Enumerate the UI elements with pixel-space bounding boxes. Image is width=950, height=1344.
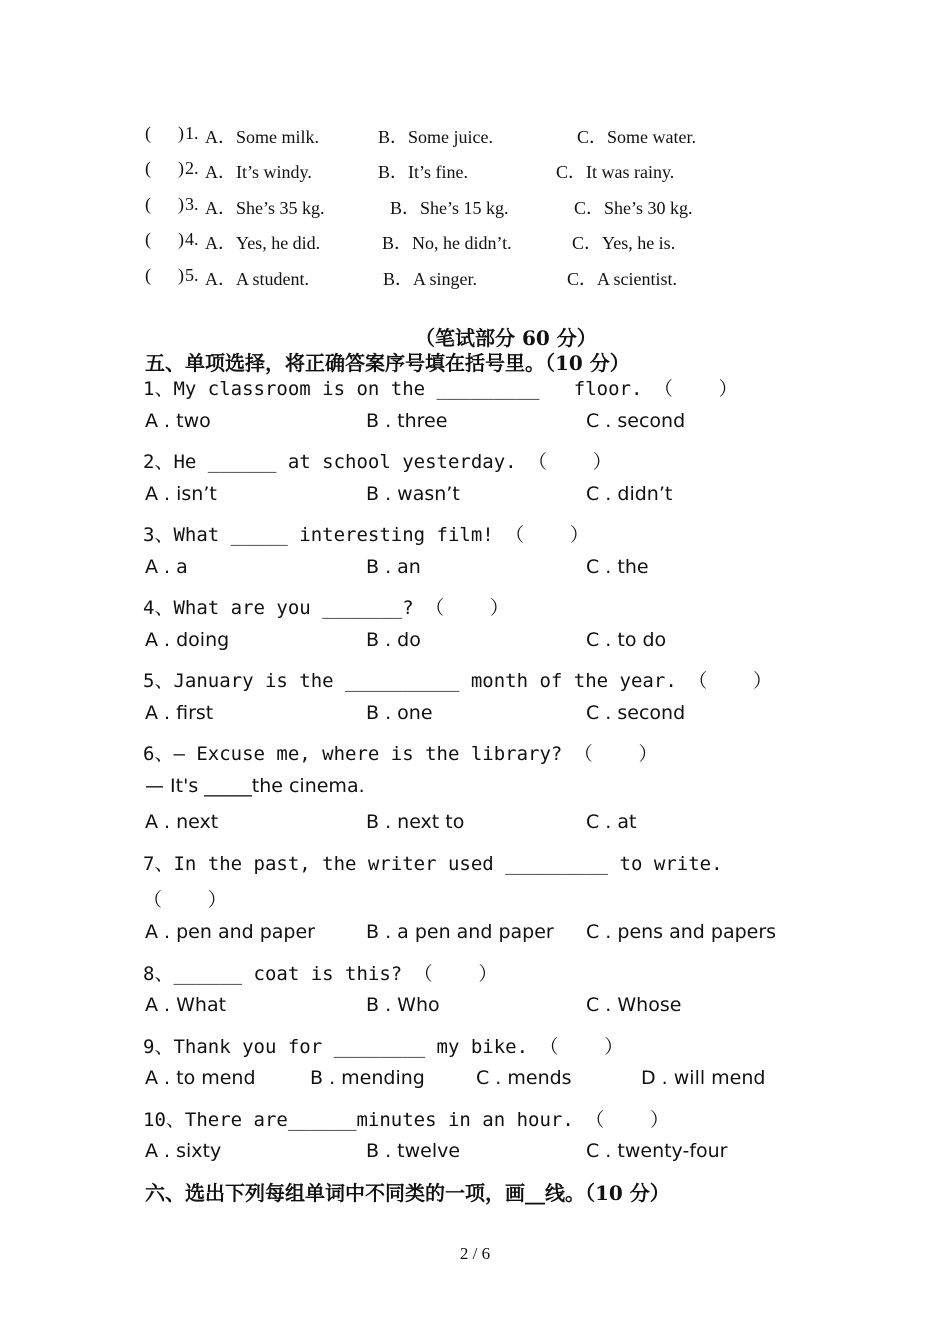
option-b: B . next to — [366, 811, 465, 833]
option-b: B . wasn’t — [366, 483, 460, 505]
option-b: B . Who — [366, 994, 440, 1016]
answer-bracket[interactable]: ( ) — [145, 158, 184, 178]
option-a: A．Yes, he did. — [205, 233, 321, 253]
option-d: D . will mend — [641, 1067, 766, 1089]
answer-bracket[interactable]: ( ) — [145, 194, 184, 214]
question-stem: 5、January is the __________ month of the year. （ ） — [143, 670, 772, 692]
question-sub-line: — It's _____the cinema. — [145, 775, 365, 797]
option-a: A . sixty — [145, 1140, 222, 1162]
option-a: A . a — [145, 556, 188, 578]
option-c: C．It was rainy. — [556, 162, 675, 182]
option-c: C . at — [586, 811, 637, 833]
option-c: C . second — [586, 702, 686, 724]
answer-bracket[interactable]: ( ) — [145, 123, 184, 143]
option-c: C．She’s 30 kg. — [574, 198, 693, 218]
option-b: B . three — [366, 410, 448, 432]
question-number: 5. — [185, 265, 199, 285]
question-stem: 3、What _____ interesting film! （ ） — [143, 524, 589, 546]
option-a: A．Some milk. — [205, 127, 320, 147]
option-c: C . didn’t — [586, 483, 673, 505]
option-b: B．She’s 15 kg. — [390, 198, 509, 218]
question-stem: 10、There are______minutes in an hour. （ ） — [143, 1109, 669, 1131]
option-b: B . twelve — [366, 1140, 461, 1162]
section-five-title: 五、单项选择，将正确答案序号填在括号里。（10 分） — [145, 351, 630, 375]
option-a: A . isn’t — [145, 483, 217, 505]
question-number: 1. — [185, 123, 199, 143]
option-c: C . the — [586, 556, 649, 578]
option-b: B．Some juice. — [378, 127, 493, 147]
question-stem: 6、— Excuse me, where is the library? （ ） — [143, 743, 658, 765]
option-a: A．It’s windy. — [205, 162, 312, 182]
question-stem: 8、______ coat is this? （ ） — [143, 963, 498, 985]
written-part-header: （笔试部分 60 分） — [415, 326, 597, 350]
option-a: A．A student. — [205, 269, 310, 289]
option-a: A．She’s 35 kg. — [205, 198, 325, 218]
answer-bracket[interactable]: ( ) — [145, 265, 184, 285]
question-stem: 7、In the past, the writer used _________ to write. — [143, 853, 723, 875]
option-c: C . Whose — [586, 994, 682, 1016]
option-b: B．It’s fine. — [378, 162, 468, 182]
option-a: A . What — [145, 994, 227, 1016]
option-c: C . twenty-four — [586, 1140, 728, 1162]
option-c: C . second — [586, 410, 686, 432]
answer-bracket[interactable]: ( ) — [145, 229, 184, 249]
question-number: 2. — [185, 158, 199, 178]
question-number: 4. — [185, 229, 199, 249]
option-a: A . next — [145, 811, 219, 833]
option-b: B．A singer. — [383, 269, 478, 289]
option-a: A . first — [145, 702, 214, 724]
option-c: C．Yes, he is. — [572, 233, 676, 253]
answer-bracket[interactable]: （ ） — [143, 889, 227, 911]
option-a: A . to mend — [145, 1067, 256, 1089]
question-stem: 1、My classroom is on the _________ floor. （ ） — [143, 378, 738, 400]
option-b: B．No, he didn’t. — [382, 233, 512, 253]
question-number: 3. — [185, 194, 199, 214]
option-b: B . mending — [310, 1067, 425, 1089]
option-b: B . one — [366, 702, 433, 724]
option-c: C．Some water. — [577, 127, 696, 147]
question-stem: 4、What are you _______? （ ） — [143, 597, 509, 619]
option-b: B . do — [366, 629, 421, 651]
page-number: 2 / 6 — [459, 1244, 491, 1263]
option-b: B . a pen and paper — [366, 921, 554, 943]
option-b: B . an — [366, 556, 421, 578]
option-a: A . two — [145, 410, 211, 432]
question-stem: 2、He ______ at school yesterday. （ ） — [143, 451, 612, 473]
question-stem: 9、Thank you for ________ my bike. （ ） — [143, 1036, 624, 1058]
option-c: C . to do — [586, 629, 667, 651]
option-c: C．A scientist. — [567, 269, 678, 289]
option-c: C . mends — [476, 1067, 572, 1089]
option-c: C . pens and papers — [586, 921, 777, 943]
option-a: A . doing — [145, 629, 230, 651]
section-six-title: 六、选出下列每组单词中不同类的一项，画__线。（10 分） — [145, 1181, 670, 1205]
option-a: A . pen and paper — [145, 921, 315, 943]
